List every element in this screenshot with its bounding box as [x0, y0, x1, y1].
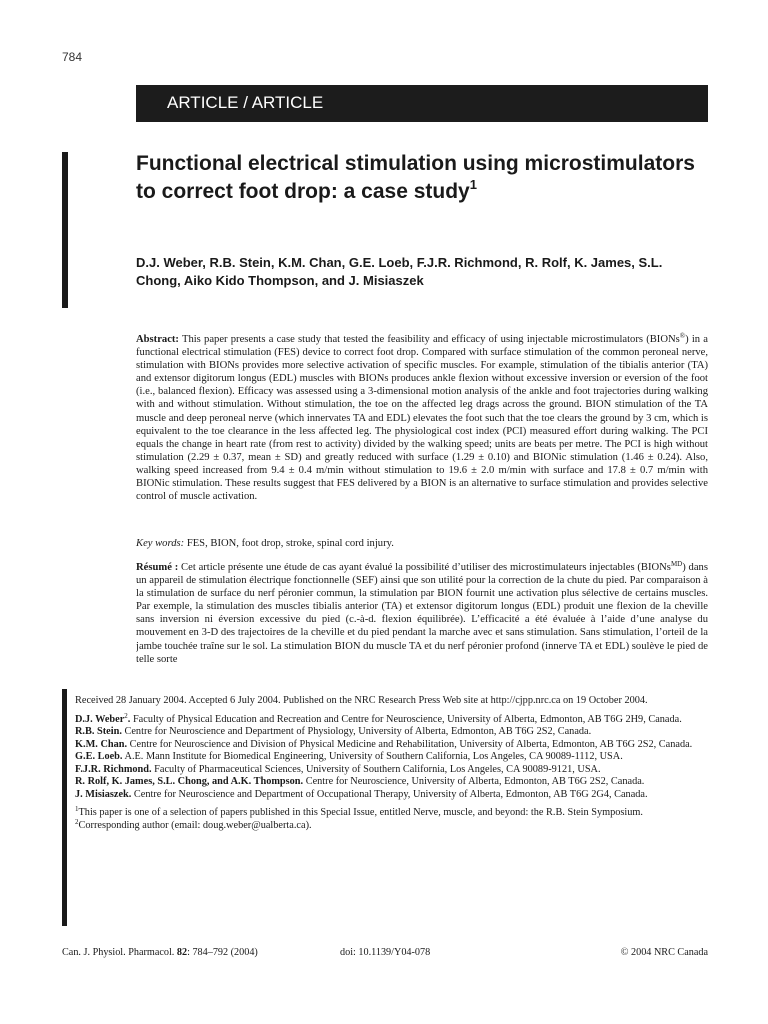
affiliation-item — [75, 789, 705, 802]
paper-title — [136, 150, 696, 206]
footnote-text: This paper is one of a selection of papers published in this Special Issue, entitled Nerve, muscle, and beyond: the R.B. Stein Symposium. — [78, 807, 644, 818]
footnote-item — [75, 807, 705, 820]
doi[interactable]: doi: 10.1139/Y04-078 — [340, 947, 431, 958]
paper-title-text: Functional electrical stimulation using microstimulators to correct foot drop: a case study — [136, 152, 695, 203]
abstract — [136, 333, 708, 503]
resume-label: Résumé : — [136, 562, 179, 573]
affiliation-item — [75, 764, 705, 777]
journal-volume: 82 — [176, 947, 188, 958]
footnote-item — [75, 817, 705, 833]
affiliation-list — [75, 711, 705, 802]
affiliation-text: Centre for Neuroscience, University of Alberta, Edmonton, AB T6G 2S2, Canada. — [303, 776, 645, 787]
affiliation-text: Faculty of Physical Education and Recreation and Centre for Neuroscience, University of Alberta, Edmonton, AB T6G 2H9, Canada. — [130, 713, 682, 725]
affiliation-text: Centre for Neuroscience and Department of Occupational Therapy, University of Alberta, Edmonton, AB T6G 2G4, Canada. — [131, 788, 648, 800]
abstract-text-1: This paper presents a case study that tested the feasibility and efficacy of using injectable microstimulators (BIONs — [178, 334, 680, 345]
keywords-text: FES, BION, foot drop, stroke, spinal cord injury. — [184, 538, 394, 549]
affiliation-item: D.J. Weber$^2$. Faculty of Physical Education and Recreation and Centre for Neuroscience, University of Alberta, Edmonton, AB T6G 2H9, Canada. — [75, 711, 682, 725]
journal-citation — [62, 947, 258, 958]
article-type-banner — [136, 85, 708, 122]
article-type-label: ARTICLE / ARTICLE — [167, 93, 324, 112]
affiliation-item — [75, 739, 705, 752]
page-number: 784 — [62, 50, 83, 64]
copyright: © 2004 NRC Canada — [620, 947, 708, 958]
corresponding-marker: 2 — [124, 711, 128, 720]
footnote-text: Corresponding author (email: doug.weber@ualberta.ca). — [78, 819, 312, 831]
journal-pages: : 784–792 (2004) — [187, 947, 258, 958]
affiliation-author: R. Rolf, K. James, S.L. Chong, and A.K. Thompson. — [75, 776, 304, 787]
abstract-label: Abstract: — [136, 334, 179, 345]
affiliation-author: R.B. Stein. — [75, 726, 122, 737]
resume-text-2: ) dans un appareil de stimulation électrique fonctionnelle (SEF) ainsi que son utilité pour la correction de la chute du pied. Par comparaison à la stimulation de surface du nerf péronier commun, la stimulation par BION fournit une activation plus sélective de certains muscles. Par exemple, la stimulation des muscles tibialis anterior (TA) et extensor digitorum longus (EDL) produit une flexion de la cheville sans inversion ni éversion excessive du pied (c.-à-d. flexion équilibrée). L’efficacité a été évaluée à l’aide d’une analyse du mouvement en 3-D des trajectoires de la cheville et du pied pendant la marche avec et sans stimulation. Sans stimulation, l’orteil de la jambe touchée traîne sur le sol. La stimulation BION du muscle TA et du nerf péronier profond (innerve TA et EDL) soulève le pied de telle sorte — [136, 562, 708, 665]
affiliation-author: F.J.R. Richmond. — [75, 763, 152, 775]
notes-accent-bar — [62, 689, 67, 926]
affiliation-item — [75, 776, 705, 789]
resume-text-1: Cet article présente une étude de cas ayant évalué la possibilité d’utiliser des microstimulateurs injectables (BIONs — [178, 562, 671, 573]
keywords — [136, 537, 708, 550]
resume — [136, 561, 708, 671]
affiliation-text: A.E. Mann Institute for Biomedical Engineering, University of Southern California, Los Angeles, CA 90089-1112, USA. — [122, 751, 623, 762]
received-dates: Received 28 January 2004. Accepted 6 July 2004. Published on the NRC Research Press Web site at http://cjpp.nrc.ca on 19 October 2004. — [75, 695, 648, 706]
front-matter-notes — [75, 695, 705, 832]
affiliation-item — [75, 751, 705, 764]
affiliation-text: Faculty of Pharmaceutical Sciences, University of Southern California, Los Angeles, CA 90089-9121, USA. — [151, 763, 601, 775]
keywords-label: Key words: — [136, 538, 185, 549]
trademark-mark: MD — [670, 561, 683, 568]
footnote-number: 1 — [75, 805, 79, 813]
journal-name: Can. J. Physiol. Pharmacol. — [62, 947, 177, 958]
author-list: D.J. Weber, R.B. Stein, K.M. Chan, G.E. Loeb, F.J.R. Richmond, R. Rolf, K. James, S.L. Chong, Aiko Kido Thompson, and J. Misiaszek — [136, 255, 663, 288]
affiliation-text: Centre for Neuroscience and Division of Physical Medicine and Rehabilitation, University of Alberta, Edmonton, AB T6G 2S2, Canada. — [127, 738, 693, 750]
affiliation-author: D.J. Weber — [75, 713, 125, 725]
footnote-number: 2 — [75, 817, 79, 826]
title-footnote-marker[interactable]: 1 — [469, 177, 477, 192]
affiliation-item — [75, 726, 705, 739]
title-accent-bar — [62, 152, 68, 308]
registered-mark: ® — [679, 332, 686, 340]
affiliation-author: G.E. Loeb. — [75, 751, 123, 762]
affiliation-author: J. Misiaszek. — [75, 788, 132, 800]
affiliation-author: K.M. Chan. — [75, 738, 128, 750]
affiliation-text: Centre for Neuroscience and Department of Physiology, University of Alberta, Edmonton, AB T6G 2S2, Canada. — [121, 726, 592, 737]
abstract-text-2: ) in a functional electrical stimulation (FES) device to correct foot drop. Compared with surface stimulation of the common peroneal nerve, stimulation with BIONs provides more selective activation of specific muscles. For example, stimulation of the tibialis anterior (TA) and extensor digitorum longus (EDL) muscles with BIONs produces ankle flexion without excessive inversion or eversion of the foot (i.e., balanced flexion). Efficacy was assessed using a 3-dimensional motion analysis of the ankle and foot trajectories during walking with and without stimulation. Without stimulation, the toe on the affected leg drags across the ground. BION stimulation of the TA muscle and deep peroneal nerve (which innervates TA and EDL) elevates the foot such that the toe clears the ground by 3 cm, which is equivalent to the toe clearance in the less affected leg. The physiological cost index (PCI) measured effort during walking. The PCI equals the change in heart rate (from rest to activity) divided by the walking speed; units are beats per metre. The PCI is high without stimulation (2.29 ± 0.37, mean ± SD) and greatly reduced with surface (1.29 ± 0.10) and BIONic stimulation (1.46 ± 0.24). Also, walking speed increased from 9.4 ± 0.4 m/min without stimulation to 19.6 ± 2.0 m/min with surface and 17.8 ± 0.7 m/min with BIONic stimulation. These results suggest that FES delivered by a BION is an alternative to surface stimulation and provides selective control of muscle activation. — [136, 334, 708, 503]
footnote-list — [75, 807, 705, 832]
